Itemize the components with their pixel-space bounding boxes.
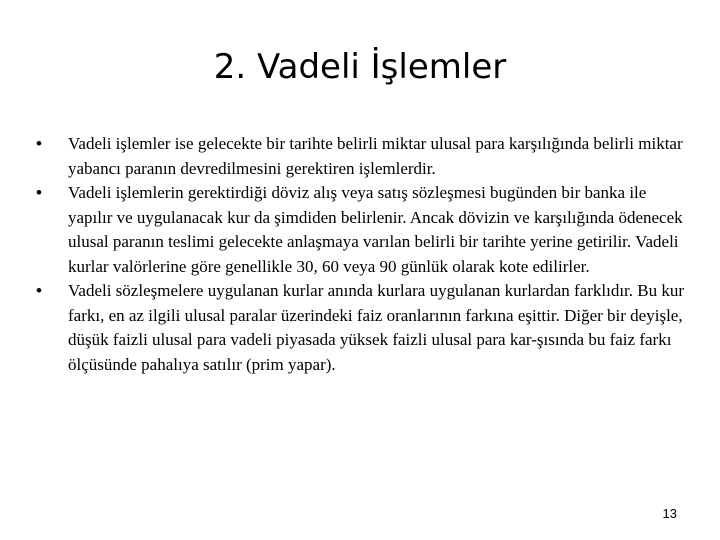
bullet-text: Vadeli işlemlerin gerektirdiği döviz alış veya satış sözleşmesi bugünden bir banka ile yapılır ve uygulanacak kur da şimdiden belirlenir. Ancak dövizin ve karşılığında ödenecek ulusal paranın teslimi gelecekte anlaşmaya varılan belirli bir tarihte yerine getirilir. Vadeli kurlar valörlerine göre genellikle 30, 60 veya 90 günlük olarak kote edilirler. (68, 183, 683, 276)
slide-title: 2. Vadeli İşlemler (213, 47, 507, 87)
bullet-text: Vadeli işlemler ise gelecekte bir tarihte belirli miktar ulusal para karşılığında belirli miktar yabancı paranın devredilmesini gerektiren işlemlerdir. (68, 134, 683, 178)
bullet-list (36, 132, 686, 377)
bullet-icon: • (36, 134, 42, 153)
bullet-icon: • (36, 183, 42, 202)
bullet-item (36, 132, 686, 181)
bullet-item (36, 279, 686, 377)
bullet-icon: • (36, 281, 42, 300)
bullet-item (36, 181, 686, 279)
bullet-text: Vadeli sözleşmelere uygulanan kurlar anında kurlara uygulanan kurlardan farklıdır. Bu kur farkı, en az ilgili ulusal paralar üzerindeki faiz oranlarının farkına eşittir. Diğer bir deyişle, düşük faizli ulusal para vadeli piyasada yüksek faizli ulusal para kar-şısında bu faiz farkı ölçüsünde pahalıya satılır (prim yapar). (68, 281, 685, 374)
page-number: 13 (662, 506, 677, 521)
